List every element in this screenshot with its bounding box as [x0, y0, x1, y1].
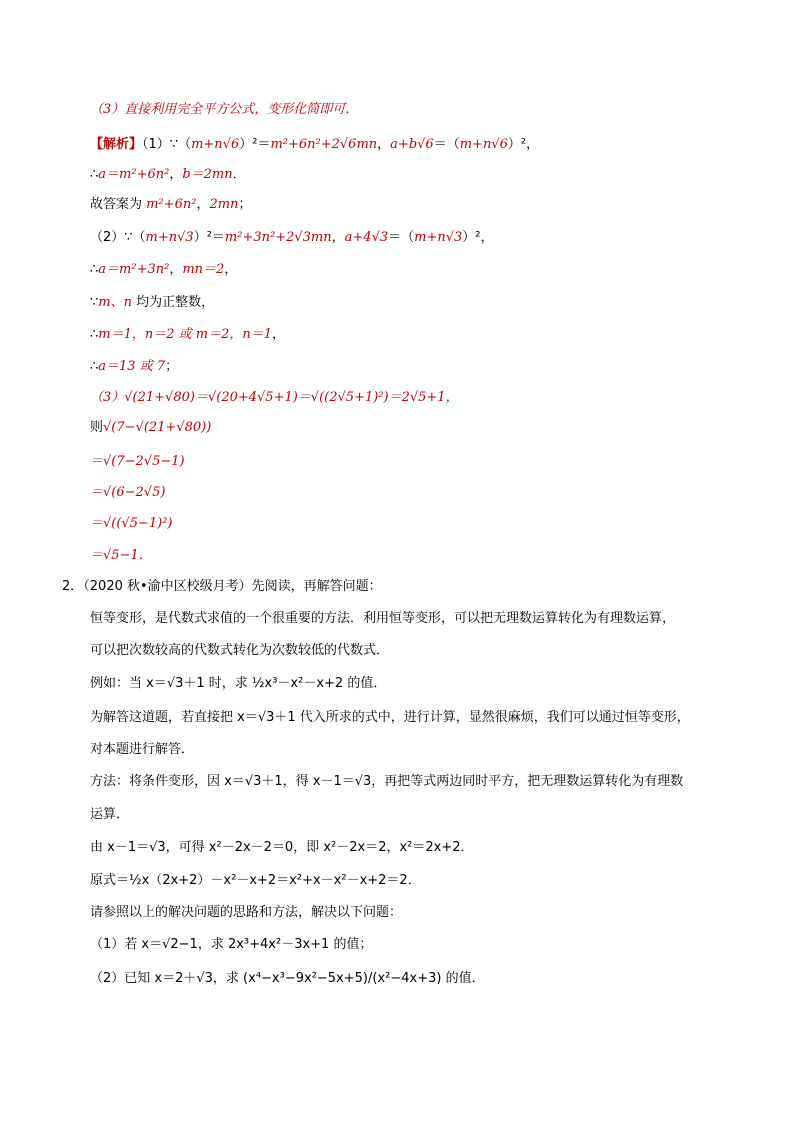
text-line	[90, 609, 675, 631]
math-expression: （3）直接利用完全平方公式，变形化简即可．	[90, 102, 359, 117]
text-line	[90, 838, 474, 860]
text-segment: （1）∵（	[142, 137, 192, 152]
text-segment: ，	[169, 262, 183, 277]
text-line	[90, 772, 683, 794]
math-expression: a＝m²+6n²	[98, 167, 170, 182]
text-line	[90, 546, 152, 568]
text-segment: ，	[331, 230, 345, 245]
math-expression: ＝√((√5−1)²)	[90, 516, 173, 531]
text-line	[90, 195, 251, 217]
math-expression: m²+6n²+2√6mn	[270, 137, 378, 152]
math-expression: m、n	[98, 295, 132, 310]
text-line	[90, 708, 690, 730]
math-expression: m²+3n²+2√3mn	[224, 230, 332, 245]
text-segment: ∴	[90, 359, 99, 374]
text-segment: 由 x－1＝√3，可得 x²－2x－2＝0，即 x²－2x＝2，x²＝2x+2．	[90, 840, 474, 855]
text-segment: 均为正整数，	[131, 295, 215, 310]
text-line	[90, 969, 485, 991]
text-segment: ∴	[90, 167, 99, 182]
text-line	[90, 805, 129, 827]
math-expression: b＝2mn	[182, 167, 233, 182]
text-line	[90, 418, 211, 440]
text-line	[90, 641, 389, 663]
math-expression: m+n√6	[191, 137, 240, 152]
text-segment: 则	[90, 420, 104, 435]
math-expression: m+n√6	[459, 137, 508, 152]
math-expression: mn＝2	[182, 262, 225, 277]
text-segment: 可以把次数较高的代数式转化为次数较低的代数式．	[90, 643, 390, 658]
text-line	[90, 357, 178, 379]
text-segment: 例如：当 x＝√3＋1 时，求 ½x³－x²－x+2 的值．	[90, 676, 387, 691]
math-expression: m＝1，n＝2 或 m＝2，n＝1	[98, 327, 273, 342]
math-expression: ＝√(7−2√5−1)	[90, 454, 185, 469]
math-expression: a＝m²+3n²	[98, 262, 170, 277]
text-segment: ＝（	[388, 230, 415, 245]
text-segment: （1）若 x＝√2−1，求 2x³+4x²－3x+1 的值；	[90, 937, 373, 952]
text-segment: 故答案为	[90, 197, 147, 212]
text-segment: 恒等变形，是代数式求值的一个很重要的方法．利用恒等变形，可以把无理数运算转化为有理数运算，	[90, 611, 676, 626]
text-segment: 运算．	[90, 807, 130, 822]
text-segment: ．	[232, 167, 246, 182]
text-segment: ∵	[90, 295, 99, 310]
math-expression: a+4√3	[344, 230, 389, 245]
text-segment: ，	[272, 327, 286, 342]
text-segment: 原式＝½x（2x+2）－x²－x+2＝x²+x－x²－x+2＝2．	[90, 873, 421, 888]
text-segment: ，	[224, 262, 238, 277]
text-segment: ∴	[90, 262, 99, 277]
math-expression: m+n√3	[145, 230, 194, 245]
text-segment: ）²，	[507, 137, 540, 152]
math-expression: （3）√(21+√80)＝√(20+4√5+1)＝√((2√5+1)²)＝2√5+1，	[90, 390, 459, 405]
text-segment: ，	[377, 137, 391, 152]
text-line	[90, 514, 173, 536]
analysis-tag: 【解析】	[90, 137, 143, 152]
text-segment: 为解答这道题，若直接把 x＝√3＋1 代入所求的式中，进行计算，显然很麻烦，我们可以通过恒等变形，	[90, 710, 690, 725]
text-line	[62, 577, 382, 599]
text-line	[90, 260, 237, 282]
text-line	[90, 483, 165, 505]
text-segment: ＝（	[433, 137, 460, 152]
text-segment: ，	[169, 167, 183, 182]
text-segment: ；	[238, 197, 252, 212]
math-expression: m²+6n²	[146, 197, 197, 212]
text-segment: 2．（2020 秋•渝中区校级月考）先阅读，再解答问题：	[62, 579, 382, 594]
math-expression: ＝√(6−2√5)	[90, 485, 166, 500]
text-segment: （2）∵（	[90, 230, 146, 245]
text-line	[90, 935, 372, 957]
text-segment: 请参照以上的解决问题的思路和方法，解决以下问题：	[90, 905, 403, 920]
text-segment: ）²＝	[239, 137, 271, 152]
text-line	[90, 674, 386, 696]
text-segment: （2）已知 x＝2＋√3，求 (x⁴−x³−9x²−5x+5)/(x²−4x+3) 的值．	[90, 971, 485, 986]
math-expression: a+b√6	[390, 137, 434, 152]
text-line	[90, 740, 194, 762]
text-line	[90, 388, 459, 410]
text-line	[90, 325, 285, 347]
text-line	[90, 903, 402, 925]
math-expression: √(7−√(21+√80))	[103, 420, 212, 435]
text-line	[90, 871, 421, 893]
text-line	[90, 100, 358, 122]
text-line	[90, 293, 214, 315]
text-segment: ）²，	[462, 230, 494, 245]
text-segment: ∴	[90, 327, 99, 342]
text-segment: 方法：将条件变形，因 x＝√3＋1，得 x－1＝√3，再把等式两边同时平方，把无理数运算转化为有理数	[90, 774, 684, 789]
text-line	[90, 452, 185, 474]
text-segment: 对本题进行解答．	[90, 742, 195, 757]
text-line	[90, 228, 494, 250]
math-expression: m+n√3	[414, 230, 463, 245]
text-segment: ；	[165, 359, 179, 374]
text-segment: ）²＝	[193, 230, 225, 245]
math-expression: ＝√5−1．	[90, 548, 152, 563]
text-line	[90, 165, 246, 187]
math-expression: 2mn	[209, 197, 239, 212]
text-line	[90, 135, 539, 157]
math-expression: a＝13 或 7	[98, 359, 166, 374]
text-segment: ，	[196, 197, 210, 212]
